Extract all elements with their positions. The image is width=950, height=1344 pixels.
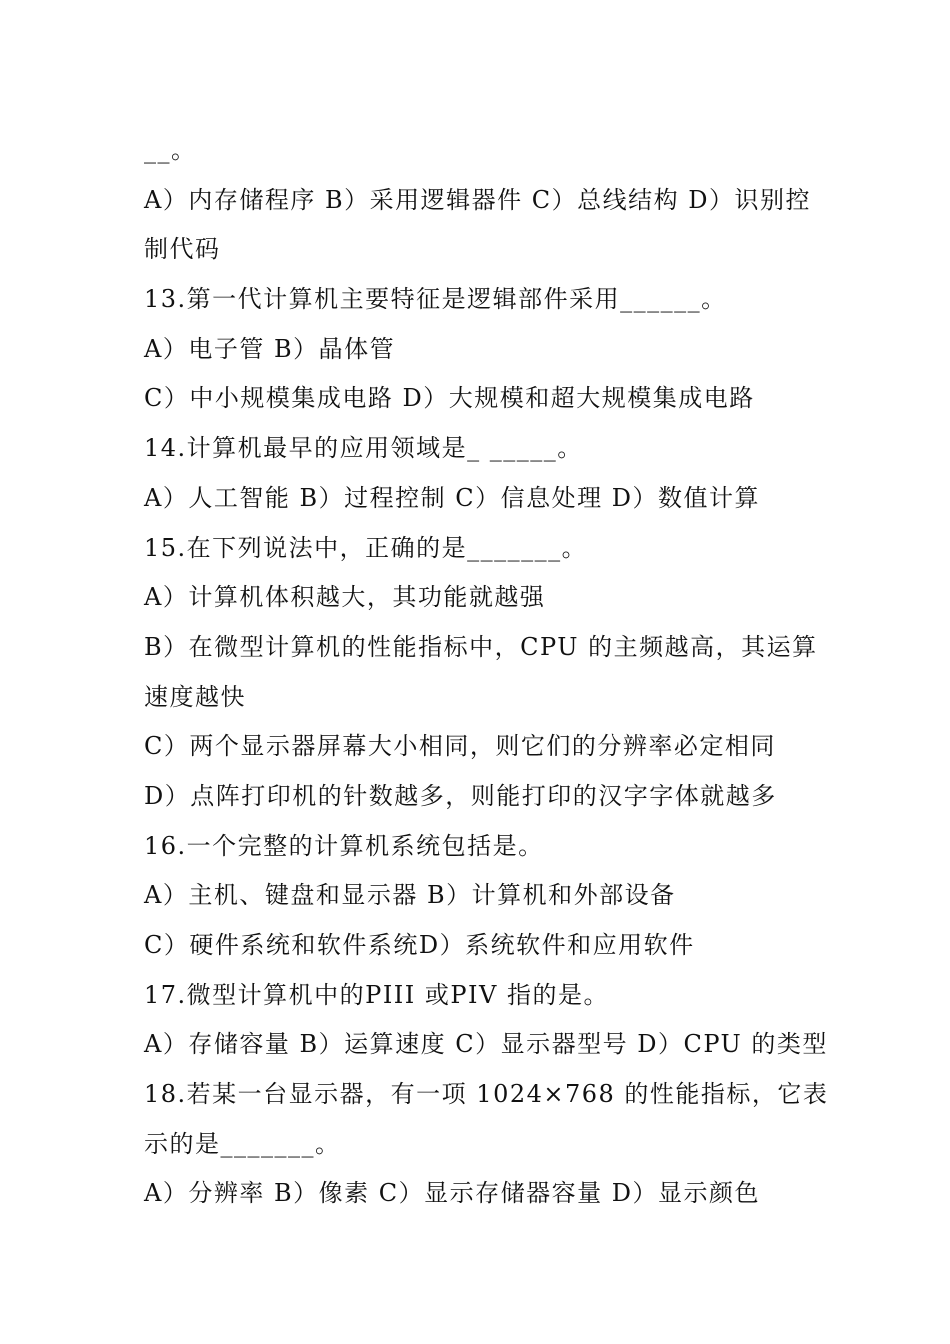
- text-line: 速度越快: [144, 682, 246, 711]
- question-14: 14.计算机最早的应用领域是_ _____。: [144, 434, 583, 463]
- text-line: C）硬件系统和软件系统D）系统软件和应用软件: [144, 931, 695, 959]
- text-line: B）在微型计算机的性能指标中，CPU 的主频越高，其运算: [144, 632, 818, 661]
- question-16: 16.一个完整的计算机系统包括是。: [144, 831, 544, 860]
- text-line: C）中小规模集成电路 D）大规模和超大规模集成电路: [144, 384, 755, 413]
- text-line: A）分辨率 B）像素 C）显示存储器容量 D）显示颜色: [144, 1179, 760, 1208]
- question-18: 18.若某一台显示器，有一项 1024×768 的性能指标，它表: [144, 1080, 829, 1109]
- question-15: 15.在下列说法中，正确的是_______。: [144, 533, 588, 562]
- question-13: 13.第一代计算机主要特征是逻辑部件采用______。: [144, 285, 727, 314]
- text-line: 制代码: [144, 235, 221, 264]
- text-line: A）主机、键盘和显示器 B）计算机和外部设备: [144, 881, 676, 910]
- text-line: A）人工智能 B）过程控制 C）信息处理 D）数值计算: [144, 483, 760, 512]
- text-line: A）内存储程序 B）采用逻辑器件 C）总线结构 D）识别控: [144, 185, 811, 214]
- text-line: __。: [144, 136, 197, 164]
- text-line: A）计算机体积越大，其功能就越强: [144, 583, 546, 612]
- text-line: A）电子管 B）晶体管: [144, 334, 396, 363]
- text-line: D）点阵打印机的针数越多，则能打印的汉字字体就越多: [144, 781, 777, 810]
- text-line: A）存储容量 B）运算速度 C）显示器型号 D）CPU 的类型: [144, 1030, 828, 1059]
- question-text-block: [144, 126, 829, 1219]
- text-line: C）两个显示器屏幕大小相同，则它们的分辨率必定相同: [144, 732, 776, 761]
- text-line: 示的是_______。: [144, 1129, 341, 1158]
- question-17: 17.微型计算机中的PIII 或PIV 指的是。: [144, 980, 609, 1009]
